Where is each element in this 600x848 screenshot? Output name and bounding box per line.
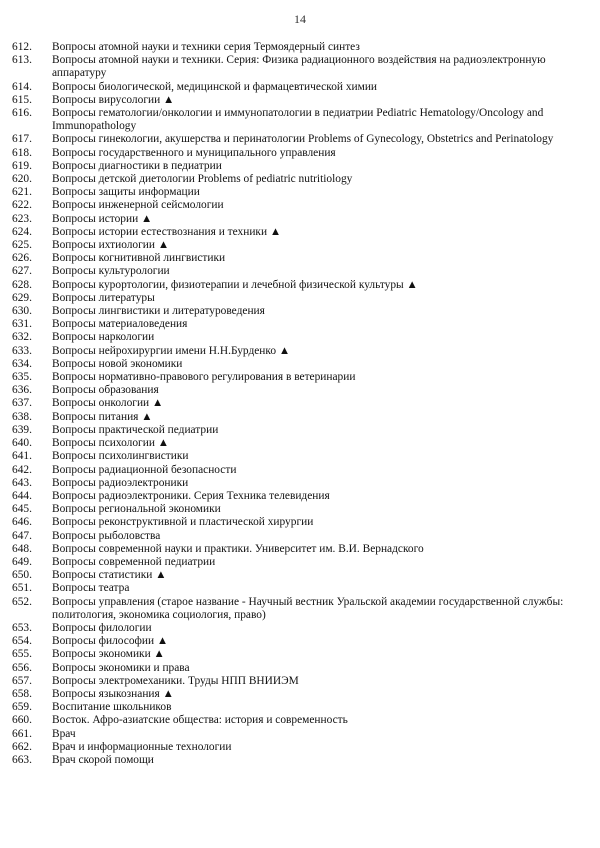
entry-number: 622. — [12, 199, 32, 212]
entry-number: 638. — [12, 410, 32, 423]
entry-number: 618. — [12, 146, 32, 159]
entry-number: 660. — [12, 714, 32, 727]
entry-title: Вопросы защиты информации — [52, 186, 200, 199]
list-item — [12, 741, 582, 754]
entry-number: 649. — [12, 555, 32, 568]
entry-title: Вопросы нормативно-правового регулирования в ветеринарии — [52, 371, 356, 384]
entry-number: 612. — [12, 41, 32, 53]
entry-title: Вопросы экономики ▲ — [52, 648, 165, 661]
entry-title: Вопросы нейрохирургии имени Н.Н.Бурденко ▲ — [52, 344, 291, 357]
entry-title: Вопросы истории естествознания и техники ▲ — [52, 225, 282, 238]
entry-title: Врач и информационные технологии — [52, 740, 232, 753]
entry-number: 620. — [12, 173, 32, 186]
entry-number: 642. — [12, 463, 32, 476]
entry-number: 654. — [12, 635, 32, 648]
entry-title: Вопросы электромеханики. Труды НПП ВНИИЭМ — [52, 674, 299, 687]
entry-number: 661. — [12, 727, 32, 740]
entry-title: Восток. Афро-азиатские общества: история и современность — [52, 714, 348, 727]
entry-title: Вопросы государственного и муниципального управления — [52, 146, 336, 159]
entry-number: 640. — [12, 437, 32, 450]
list-item — [12, 147, 582, 160]
list-item — [12, 358, 582, 371]
entry-title: Вопросы вирусологии ▲ — [52, 93, 175, 106]
entry-number: 636. — [12, 384, 32, 397]
list-item — [12, 160, 582, 173]
entry-title: Вопросы практической педиатрии — [52, 423, 219, 436]
entry-title: Врач скорой помощи — [52, 753, 154, 766]
list-item — [12, 279, 582, 292]
entry-title: Вопросы культурологии — [52, 265, 170, 278]
entry-number: 633. — [12, 344, 32, 357]
entry-number: 631. — [12, 318, 32, 331]
entry-title: Вопросы современной науки и практики. Университет им. В.И. Вернадского — [52, 542, 424, 555]
entry-title: Врач — [52, 727, 76, 740]
entry-number: 635. — [12, 371, 32, 384]
entry-title: Вопросы филологии — [52, 621, 152, 634]
entry-title: Вопросы питания ▲ — [52, 410, 153, 423]
list-item — [12, 397, 582, 410]
entry-number: 627. — [12, 265, 32, 278]
entry-title: Вопросы психологии ▲ — [52, 437, 170, 450]
list-item — [12, 582, 582, 595]
entry-number: 629. — [12, 291, 32, 304]
list-item — [12, 622, 582, 635]
journal-list — [12, 41, 582, 767]
entry-number: 655. — [12, 648, 32, 661]
entry-title: Вопросы рыболовства — [52, 529, 161, 542]
entry-title: Вопросы курортологии, физиотерапии и лечебной физической культуры ▲ — [52, 278, 418, 291]
entry-title: Вопросы лингвистики и литературоведения — [52, 305, 265, 318]
entry-number: 634. — [12, 357, 32, 370]
list-item — [12, 437, 582, 450]
list-item — [12, 662, 582, 675]
list-item — [12, 569, 582, 582]
list-item — [12, 41, 582, 54]
list-item — [12, 318, 582, 331]
list-item — [12, 226, 582, 239]
entry-title: Вопросы атомной науки и техники серия Термоядерный синтез — [52, 41, 360, 53]
entry-title: Вопросы экономики и права — [52, 661, 190, 674]
list-item — [12, 54, 582, 80]
list-item — [12, 701, 582, 714]
list-item — [12, 331, 582, 344]
entry-number: 613. — [12, 54, 32, 67]
entry-number: 615. — [12, 93, 32, 106]
list-item — [12, 596, 582, 622]
entry-number: 624. — [12, 225, 32, 238]
entry-number: 641. — [12, 450, 32, 463]
entry-number: 659. — [12, 701, 32, 714]
entry-number: 652. — [12, 595, 32, 608]
entry-number: 653. — [12, 621, 32, 634]
list-item — [12, 450, 582, 463]
list-item — [12, 411, 582, 424]
entry-title: Вопросы наркологии — [52, 331, 155, 344]
entry-number: 663. — [12, 753, 32, 766]
entry-number: 614. — [12, 80, 32, 93]
list-item — [12, 133, 582, 146]
entry-title: Вопросы гематологии/онкологии и иммунопатологии в педиатрии Pediatric Hematology/Oncology and Immunopathology — [52, 107, 544, 133]
list-item — [12, 186, 582, 199]
entry-number: 662. — [12, 740, 32, 753]
entry-title: Вопросы региональной экономики — [52, 503, 221, 516]
entry-title: Вопросы инженерной сейсмологии — [52, 199, 224, 212]
list-item — [12, 503, 582, 516]
list-item — [12, 688, 582, 701]
entry-title: Вопросы когнитивной лингвистики — [52, 252, 226, 265]
entry-number: 648. — [12, 542, 32, 555]
entry-number: 625. — [12, 239, 32, 252]
entry-title: Вопросы театра — [52, 582, 130, 595]
list-item — [12, 81, 582, 94]
entry-title: Вопросы психолингвистики — [52, 450, 189, 463]
list-item — [12, 477, 582, 490]
page-number: 14 — [294, 12, 306, 26]
list-item — [12, 490, 582, 503]
entry-title: Вопросы радиоэлектроники. Серия Техника телевидения — [52, 489, 330, 502]
entry-number: 658. — [12, 687, 32, 700]
list-item — [12, 464, 582, 477]
list-item — [12, 675, 582, 688]
entry-title: Вопросы реконструктивной и пластической хирургии — [52, 516, 314, 529]
entry-number: 637. — [12, 397, 32, 410]
list-item — [12, 252, 582, 265]
entry-number: 643. — [12, 476, 32, 489]
entry-number: 645. — [12, 503, 32, 516]
entry-number: 616. — [12, 107, 32, 120]
list-item — [12, 714, 582, 727]
list-item — [12, 107, 582, 133]
entry-title: Вопросы управления (старое название - Научный вестник Уральской академии государственной службы: политология, экономика социология, право) — [52, 595, 564, 621]
entry-number: 646. — [12, 516, 32, 529]
entry-number: 617. — [12, 133, 32, 146]
list-item — [12, 728, 582, 741]
entry-title: Вопросы истории ▲ — [52, 212, 153, 225]
entry-number: 657. — [12, 674, 32, 687]
entry-title: Вопросы образования — [52, 384, 159, 397]
entry-title: Вопросы атомной науки и техники. Серия: Физика радиационного воздействия на радиоэлектронную аппаратуру — [52, 54, 546, 80]
entry-title: Вопросы гинекологии, акушерства и перинатологии Problems of Gynecology, Obstetrics and Perinatology — [52, 133, 554, 146]
entry-title: Вопросы литературы — [52, 291, 155, 304]
entry-number: 647. — [12, 529, 32, 542]
entry-number: 639. — [12, 423, 32, 436]
list-item — [12, 648, 582, 661]
list-item — [12, 199, 582, 212]
entry-number: 632. — [12, 331, 32, 344]
entry-number: 656. — [12, 661, 32, 674]
entry-number: 630. — [12, 305, 32, 318]
entry-number: 619. — [12, 159, 32, 172]
entry-number: 651. — [12, 582, 32, 595]
list-item — [12, 213, 582, 226]
entry-title: Вопросы биологической, медицинской и фармацевтической химии — [52, 80, 378, 93]
entry-number: 626. — [12, 252, 32, 265]
list-item — [12, 635, 582, 648]
entry-title: Вопросы ихтиологии ▲ — [52, 239, 170, 252]
list-item — [12, 530, 582, 543]
entry-number: 621. — [12, 186, 32, 199]
list-item — [12, 371, 582, 384]
list-item — [12, 94, 582, 107]
list-item — [12, 239, 582, 252]
entry-title: Воспитание школьников — [52, 701, 172, 714]
list-item — [12, 292, 582, 305]
entry-title: Вопросы современной педиатрии — [52, 555, 216, 568]
list-item — [12, 384, 582, 397]
list-item — [12, 173, 582, 186]
entry-title: Вопросы радиационной безопасности — [52, 463, 237, 476]
entry-number: 650. — [12, 569, 32, 582]
entry-title: Вопросы новой экономики — [52, 357, 183, 370]
list-item — [12, 424, 582, 437]
entry-title: Вопросы детской диетологии Problems of pediatric nutritiology — [52, 173, 353, 186]
list-item — [12, 516, 582, 529]
entry-title: Вопросы языкознания ▲ — [52, 687, 174, 700]
entry-title: Вопросы радиоэлектроники — [52, 476, 189, 489]
entry-number: 644. — [12, 489, 32, 502]
list-item — [12, 265, 582, 278]
list-item — [12, 543, 582, 556]
entry-number: 628. — [12, 278, 32, 291]
entry-title: Вопросы материаловедения — [52, 318, 188, 331]
entry-number: 623. — [12, 212, 32, 225]
list-item — [12, 305, 582, 318]
entry-title: Вопросы онкологии ▲ — [52, 397, 164, 410]
entry-title: Вопросы диагностики в педиатрии — [52, 159, 222, 172]
list-item — [12, 556, 582, 569]
entry-title: Вопросы статистики ▲ — [52, 569, 167, 582]
list-item — [12, 754, 582, 767]
list-item — [12, 345, 582, 358]
entry-title: Вопросы философии ▲ — [52, 635, 169, 648]
